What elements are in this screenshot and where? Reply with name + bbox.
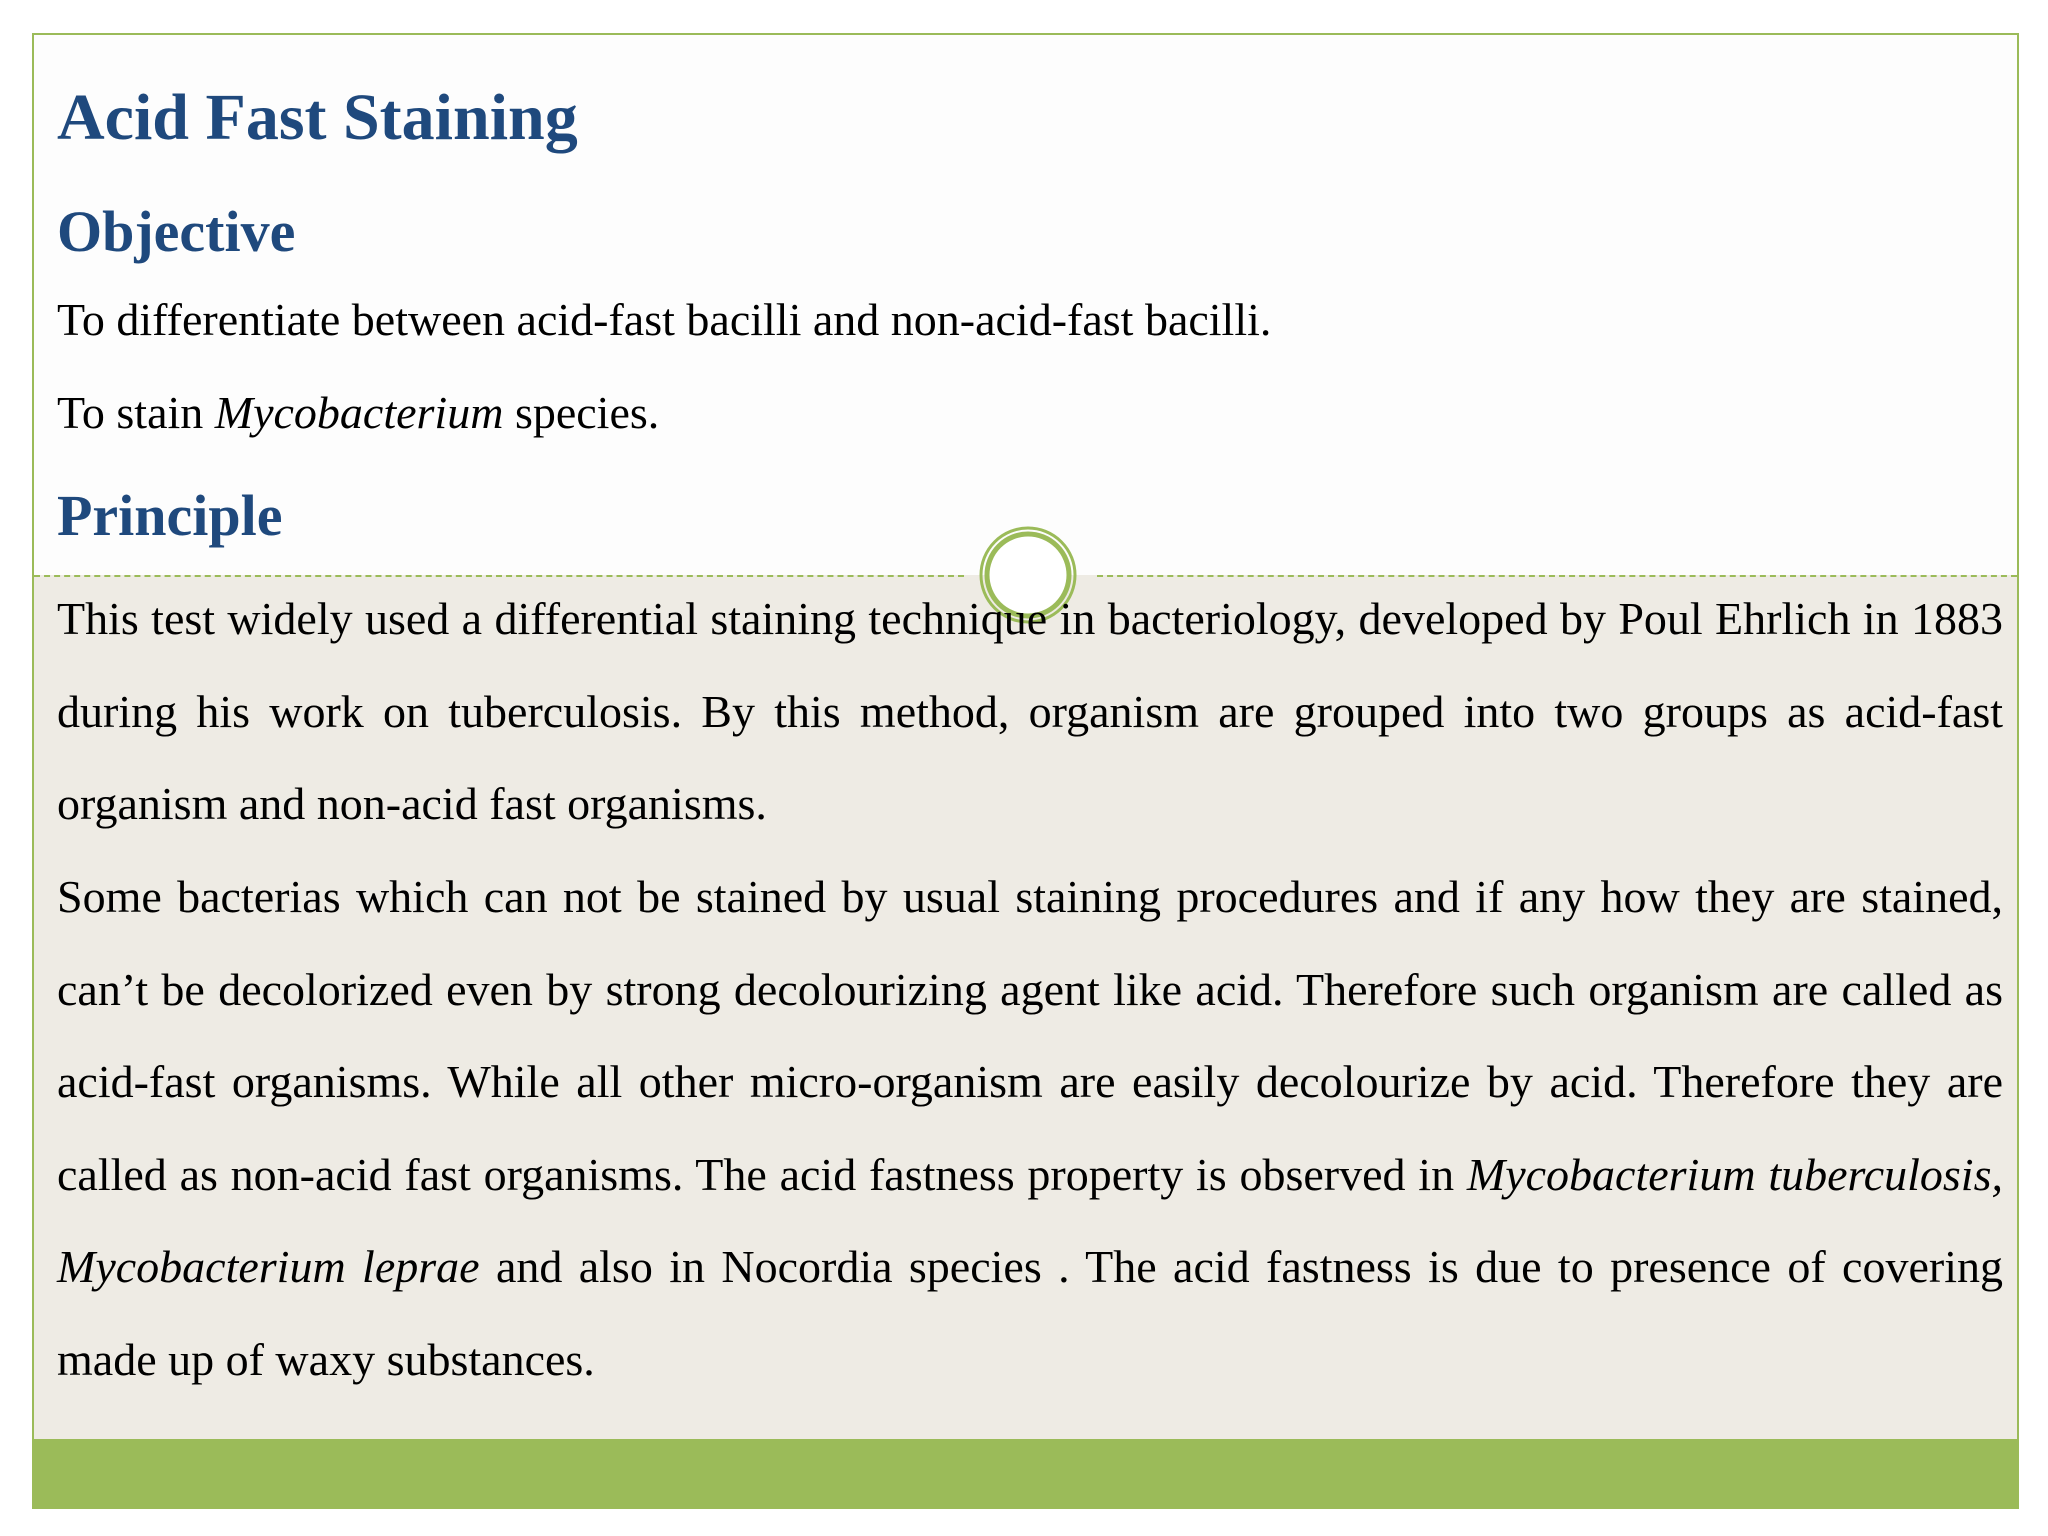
- principle-heading: Principle: [57, 483, 283, 548]
- objective-line-2: [57, 385, 659, 440]
- principle-paragraph-2: [57, 851, 2003, 1406]
- slide-title: Acid Fast Staining: [57, 81, 578, 154]
- objective-line-2-text-end: species.: [503, 387, 660, 438]
- organism-name-italic: Mycobacterium: [214, 387, 504, 438]
- objective-line-2-text: To stain: [57, 387, 215, 438]
- principle-paragraph-2-text: Some bacterias which can not be stained by usual staining procedures and if any how they are stained, can’t be decolorized even by strong decolourizing agent like acid. Therefore such organism are called as acid-fast organisms. While all other micro-organism are easily decolourize by acid. Therefore they are called as non-acid fast organisms. The acid fastness property is observed in: [57, 871, 2003, 1200]
- objective-heading: Objective: [57, 199, 296, 264]
- bottom-accent-band: [34, 1439, 2017, 1507]
- species-names-italic: Mycobacterium tuberculosis, Mycobacterium leprae: [57, 1148, 2003, 1292]
- slide: [32, 33, 2019, 1509]
- principle-paragraph-1: This test widely used a differential staining technique in bacteriology, developed by Poul Ehrlich in 1883 during his work on tuberculosis. By this method, organism are grouped into two groups as acid-fast organism and non-acid fast organisms.: [57, 593, 2003, 829]
- principle-paragraph-2-text-end: and also in Nocordia species . The acid fastness is due to presence of covering made up of waxy substances.: [57, 1241, 2003, 1385]
- objective-line-1: To differentiate between acid-fast bacilli and non-acid-fast bacilli.: [57, 294, 1272, 345]
